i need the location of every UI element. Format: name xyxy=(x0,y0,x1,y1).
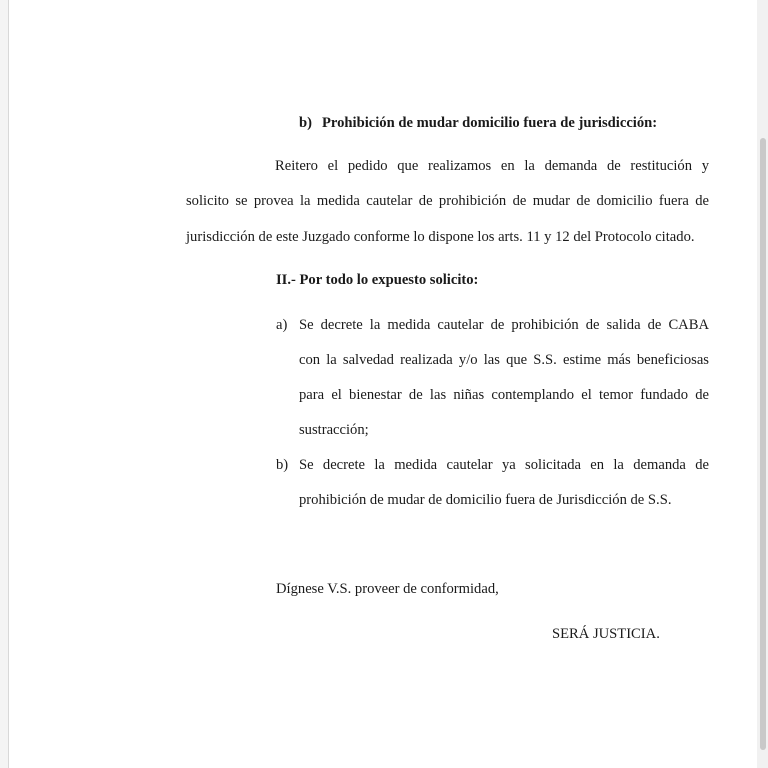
paragraph-1-line-1: Reitero el pedido que realizamos en la demanda de restitución y xyxy=(275,158,709,174)
request-b-line-1: Se decrete la medida cautelar ya solicitada en la demanda de xyxy=(299,457,709,473)
section-b-marker: b) xyxy=(299,115,312,131)
request-a-line-4: sustracción; xyxy=(299,422,369,438)
closing-text: Dígnese V.S. proveer de conformidad, xyxy=(276,581,499,597)
document-page xyxy=(8,0,759,768)
request-a-line-2: con la salvedad realizada y/o las que S.S. estime más beneficiosas xyxy=(299,352,709,368)
section-ii-heading: II.- Por todo lo expuesto solicito: xyxy=(276,272,479,288)
request-a-line-1: Se decrete la medida cautelar de prohibición de salida de CABA xyxy=(299,317,709,333)
vertical-scrollbar[interactable] xyxy=(757,0,768,768)
section-b-heading: Prohibición de mudar domicilio fuera de jurisdicción: xyxy=(322,115,658,131)
request-a-line-3: para el bienestar de las niñas contemplando el temor fundado de xyxy=(299,387,709,403)
paragraph-1-line-2: solicito se provea la medida cautelar de prohibición de mudar de domicilio fuera de xyxy=(186,193,709,209)
paragraph-1-line-3: jurisdicción de este Juzgado conforme lo dispone los arts. 11 y 12 del Protocolo citado. xyxy=(186,229,695,245)
scrollbar-thumb[interactable] xyxy=(760,138,766,750)
request-b-line-2: prohibición de mudar de domicilio fuera de Jurisdicción de S.S. xyxy=(299,492,672,508)
request-b-marker: b) xyxy=(276,457,289,473)
request-a-marker: a) xyxy=(276,317,288,333)
signature-text: SERÁ JUSTICIA. xyxy=(552,626,660,642)
